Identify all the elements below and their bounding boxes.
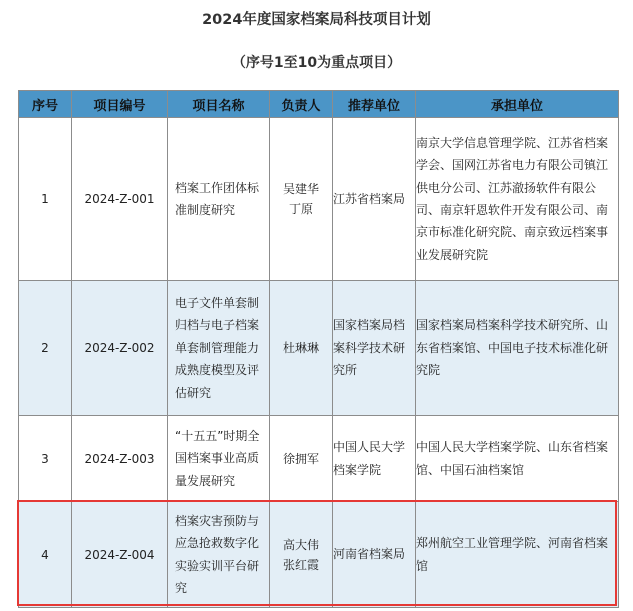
header-code: 项目编号 bbox=[72, 91, 168, 118]
row-leaders bbox=[270, 502, 333, 608]
row-code: 2024-Z-003 bbox=[72, 416, 168, 502]
row-leader: 高大伟 bbox=[282, 537, 319, 552]
row-undertaker: 郑州航空工业管理学院、河南省档案馆 bbox=[416, 502, 619, 608]
row-project-name: 档案工作团体标准制度研究 bbox=[168, 118, 270, 281]
page-title: 2024年度国家档案局科技项目计划 bbox=[202, 12, 431, 28]
row-recommender: 国家档案局档案科学技术研究所 bbox=[333, 281, 416, 416]
row-leader: 吴建华 bbox=[282, 182, 319, 196]
table-row bbox=[19, 502, 619, 608]
table-row bbox=[19, 118, 619, 281]
row-leader: 杜琳琳 bbox=[282, 341, 319, 355]
row-leaders bbox=[270, 416, 333, 502]
page-subtitle: （序号1至10为重点项目） bbox=[231, 55, 402, 71]
row-leader: 徐拥军 bbox=[282, 451, 319, 466]
row-recommender: 中国人民大学档案学院 bbox=[333, 416, 416, 502]
header-name: 项目名称 bbox=[168, 91, 270, 118]
row-no: 2 bbox=[19, 281, 72, 416]
project-plan-table bbox=[18, 90, 619, 608]
row-code: 2024-Z-002 bbox=[72, 281, 168, 416]
row-code: 2024-Z-004 bbox=[72, 502, 168, 608]
row-leader: 丁原 bbox=[288, 202, 313, 216]
row-leader: 张红霞 bbox=[282, 557, 319, 572]
row-leaders bbox=[270, 281, 333, 416]
row-leaders bbox=[270, 118, 333, 281]
header-recommender: 推荐单位 bbox=[333, 91, 416, 118]
row-undertaker: 中国人民大学档案学院、山东省档案馆、中国石油档案馆 bbox=[416, 416, 619, 502]
row-project-name: “十五五”时期全国档案事业高质量发展研究 bbox=[168, 416, 270, 502]
table-row bbox=[19, 281, 619, 416]
row-project-name: 电子文件单套制归档与电子档案单套制管理能力成熟度模型及评估研究 bbox=[168, 281, 270, 416]
table-row bbox=[19, 416, 619, 502]
row-no: 4 bbox=[19, 502, 72, 608]
header-leader: 负责人 bbox=[270, 91, 333, 118]
row-recommender: 江苏省档案局 bbox=[333, 118, 416, 281]
header-undertaker: 承担单位 bbox=[416, 91, 619, 118]
table-header-row bbox=[19, 91, 619, 118]
row-code: 2024-Z-001 bbox=[72, 118, 168, 281]
row-undertaker: 南京大学信息管理学院、江苏省档案学会、国网江苏省电力有限公司镇江供电分公司、江苏澈扬软件有限公司、南京轩恩软件开发有限公司、南京市标准化研究院、南京致远档案事业发展研究院 bbox=[416, 118, 619, 281]
row-no: 3 bbox=[19, 416, 72, 502]
header-no: 序号 bbox=[19, 91, 72, 118]
row-undertaker: 国家档案局档案科学技术研究所、山东省档案馆、中国电子技术标准化研究院 bbox=[416, 281, 619, 416]
row-no: 1 bbox=[19, 118, 72, 281]
row-project-name: 档案灾害预防与应急抢救数字化实验实训平台研究 bbox=[168, 502, 270, 608]
row-recommender: 河南省档案局 bbox=[333, 502, 416, 608]
